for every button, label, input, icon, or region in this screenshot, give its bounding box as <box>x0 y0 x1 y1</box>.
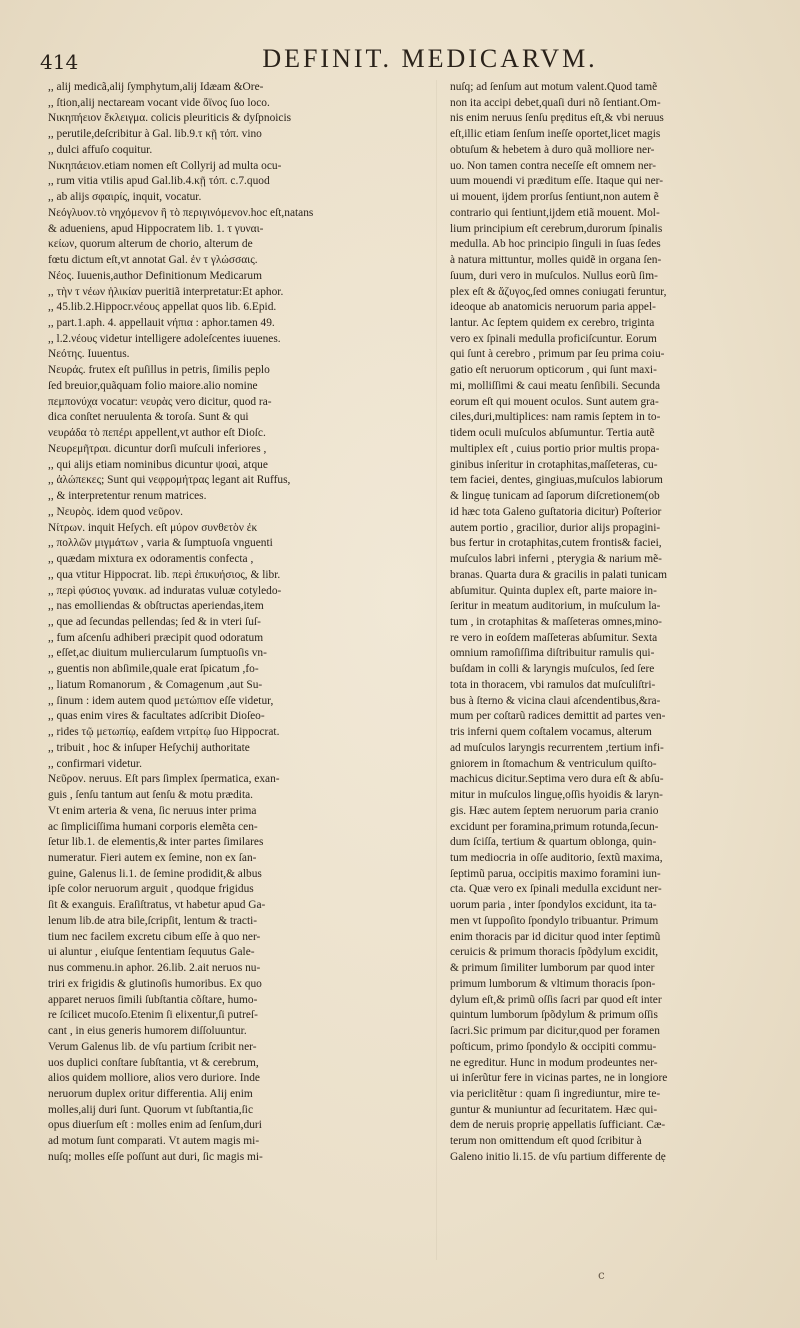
text-line: nus commenu.in aphor. 26.lib. 2.ait neruos nu- <box>48 962 261 975</box>
text-line: nis enim neruus ſenſu prẹditus eſt,& vbi neruus <box>450 112 664 125</box>
text-line: ne egreditur. Hunc in modum prodeuntes ner- <box>450 1056 658 1069</box>
text-line: à natura mittuntur, molles quidẽ in organa ſen- <box>450 254 662 267</box>
text-line: nuſq; ad ſenſum aut motum valent.Quod tamẽ <box>450 81 658 93</box>
text-line: mitur in muſculos linguẹ,oſſis hyoidis & laryn- <box>450 789 663 802</box>
text-line: branas. Quarta dura & gracilis in palati tunicam <box>450 568 667 581</box>
text-line: vero ex ſpinali medulla proficiſcuntur. Eorum <box>450 332 657 345</box>
signature-mark: c <box>598 1268 605 1282</box>
text-line: ,, que ad ſecundas pellendas; ſed & in vteri ſuſ- <box>48 615 261 628</box>
text-line: ginibus inſeritur in crotaphitas,maſſeteras, cu- <box>450 458 658 471</box>
text-line: lium principium eſt cerebrum,durorum ſpinalis <box>450 222 663 235</box>
text-line: & linguẹ tunicam ad ſaporum diſcretionem(ob <box>450 490 660 503</box>
text-line: Νευρεμῆτραι. dicuntur dorſi muſculi inferiores , <box>48 442 267 455</box>
text-line: autem portio , gracilior, durior alijs propagini- <box>450 521 661 534</box>
text-line: mi, molliſſimi & caui meatu ſenſibili. Secunda <box>450 379 661 392</box>
text-line: via periclitẽtur : quam ſi ingrediuntur, mire te- <box>450 1088 661 1100</box>
text-line: bus à ſterno & vicina claui aſcendentibus,&ra- <box>450 694 661 707</box>
text-line: ,, alij medicã,alij ſymphytum,alij Idæam &Ore- <box>48 81 264 93</box>
text-line: id hæc tota Galeno guſtatoria dicitur) Poſterior <box>450 505 662 518</box>
text-line: contrario qui ſentiunt,ijdem etiã mouent. Mol- <box>450 206 660 219</box>
text-line: dem de neruis propriẹ appellatis ſufficiant. Cæ- <box>450 1119 666 1132</box>
text-line: gis. Hæc autem ſeptem neruorum paria cranio <box>450 804 659 817</box>
text-line: ad muſculos laryngis recurrentem ,tertium infi- <box>450 741 664 754</box>
text-line: ,, ſtion,alij nectaream vocant vide ὄϊνος ſuo loco. <box>48 96 270 109</box>
text-line: ,, qui alijs etiam nominibus dicuntur ψοαὶ, atque <box>48 458 268 471</box>
text-line: ſit & exanguis. Eraſiſtratus, vt habetur apud Ga- <box>48 899 266 912</box>
text-line: ,, Νευρὸς. idem quod νεῦρον. <box>48 505 183 518</box>
text-line: dum ſciſſa, tertium & quartum oblonga, quin- <box>450 836 657 849</box>
text-line: primum lumborum & vltimum thoracis ſpon- <box>450 977 656 990</box>
text-line: tum , in crotaphitas & maſſeteras omnes,mino- <box>450 615 662 628</box>
text-line: uum mouendi vi præditum eſſe. Itaque qui ner- <box>450 175 663 188</box>
text-line: cta. Quæ vero ex ſpinali medulla excidunt ner- <box>450 883 662 896</box>
text-line: dica conſtet neruulenta & toroſa. Sunt & qui <box>48 411 249 424</box>
text-line: buſdam in colli & laryngis muſculos, ſed ſere <box>450 663 655 676</box>
text-line: Νίτρων. inquit Heſych. eſt μύρον συνθετὸν ἐκ <box>48 521 258 534</box>
text-line: uos duplici conſtare ſubſtantia, vt & cerebrum, <box>48 1056 259 1069</box>
text-line: terum non omittendum eſt quod ſcribitur à <box>450 1135 642 1148</box>
text-line: ,, ſinum : idem autem quod μετώπιον eſſe videtur, <box>48 694 274 707</box>
text-line: Galeno initio li.15. de vſu partium differente dẹ <box>450 1150 666 1163</box>
text-line: ſacri.Sic primum par dicitur,quod per foramen <box>450 1025 660 1038</box>
text-line: bus fertur in crotaphitas,cutem frontis& faciei, <box>450 537 662 550</box>
text-line: gniorem in ſtomachum & ventriculum quiſto- <box>450 757 657 770</box>
text-line: ,, ab alijs σφαιρίς, inquit, vocatur. <box>48 191 202 204</box>
text-line: uorum paria , inter ſpondylos excidunt, ita ta- <box>450 899 657 912</box>
text-line: ,, rides τῷ μετωπίῳ, eaſdem νιτρίτῳ ſuo Hippocrat. <box>48 726 280 739</box>
text-line: opus diuerſum eſt : molles enim ad ſenſum,duri <box>48 1119 262 1132</box>
text-line: ſeptimũ parua, occipitis maximo foramini iun- <box>450 867 661 880</box>
text-line: ideoque ab anatomicis neruorum paria appel- <box>450 301 656 314</box>
text-line: ,, perutile,deſcribitur à Gal. lib.9.τ κῇ τόπ. vino <box>48 128 262 141</box>
text-line: ſetur lib.1. de elementis,& inter partes ſimilares <box>48 836 264 849</box>
text-line: re ſcilicet mucoſo.Etenim ſi elixentur,ſi putreſ- <box>48 1009 258 1022</box>
text-line: gatio eſt neruorum opticorum , qui ſunt maxi- <box>450 364 657 377</box>
text-line: ſed breuior,quãquam folio maiore.alio nomine <box>48 379 258 392</box>
text-line: πεμπονύχα vocatur: νευρὰς vero dicitur, quod ra- <box>48 395 272 408</box>
text-line: & primum ſimiliter lumborum par quod inter <box>450 962 655 975</box>
text-line: medulla. Ab hoc principio ſinguli in ſuas ſedes <box>450 238 661 251</box>
text-line: ,, rum vitia vtilis apud Gal.lib.4.κῇ τόπ. c.7.quod <box>48 175 270 188</box>
text-line: mum per coſtarũ radices demittit ad partes ven- <box>450 710 666 723</box>
text-line: ſuum, duri vero in muſculos. Nullus eorũ ſim- <box>450 269 658 282</box>
text-line: muſculos labri inferni , pterygia & narium mẽ- <box>450 553 662 566</box>
text-line: ,, guentis non abſimile,quale erat ſpicatum ,fo- <box>48 663 259 676</box>
text-line: omnium ramoſiſſima diſtribuitur ramulis qui- <box>450 647 655 660</box>
text-line: tota in thoracem, vbi ramulos dat muſculiſtri- <box>450 678 656 691</box>
text-line: ,, eſſet,ac diuitum muliercularum ſumptuoſis vn- <box>48 647 267 660</box>
text-line: ad motum ſunt comparati. Vt autem magis mi- <box>48 1135 260 1148</box>
text-line: ,, τὴν τ νέων ἡλικίαν pueritiã interpretatur:Et aphor. <box>48 285 284 298</box>
text-line: fœtu dictum eſt,vt annotat Gal. ἐν τ γλώσσαις. <box>48 254 258 267</box>
text-line: lenum lib.de atra bile,ſcripſit, lentum & tracti- <box>48 914 258 927</box>
text-line: ,, part.1.aph. 4. appellauit νήπια : aphor.tamen 49. <box>48 317 275 330</box>
text-line: non ita accipi debet,quaſi duri nõ ſentiant.Om- <box>450 96 661 109</box>
text-line: tum mediocria in oſſe auditorio, ſextũ maxima, <box>450 851 663 864</box>
text-line: eſt,illic etiam ſenſum ineſſe oportet,licet magis <box>450 128 661 141</box>
page-header <box>0 44 800 78</box>
text-line: ,, qua vtitur Hippocrat. lib. περὶ ἐπικυήσιος, & libr. <box>48 568 281 581</box>
text-line: guntur & muniuntur ad ſecuritatem. Hæc qui- <box>450 1103 658 1116</box>
text-line: poſticum, primo ſpondylo & occipiti commu- <box>450 1040 657 1053</box>
text-line: apparet neruos ſimili ſubſtantia cõſtare, humo- <box>48 993 258 1006</box>
text-line: ,, quas enim vires & facultates adſcribit Dioſeo- <box>48 710 265 723</box>
text-line: machicus dicitur.Septima vero dura eſt & abſu- <box>450 773 664 786</box>
text-line: dylum eſt,& primũ oſſis ſacri par quod eſt inter <box>450 993 662 1006</box>
running-title: DEFINIT. MEDICARVM. <box>262 44 598 73</box>
text-line: guis , ſenſu tantum aut ſenſu & motu prædita. <box>48 789 254 802</box>
text-line: ui inſerũtur fere in vicinas partes, ne in longiore <box>450 1072 668 1085</box>
text-line: Νεότης. Iuuentus. <box>48 348 130 361</box>
text-line: ,, & interpretentur renum matrices. <box>48 490 207 503</box>
text-line: ,, quædam mixtura ex odoramentis confecta , <box>48 553 254 566</box>
text-line: κείων, quorum alterum de chorio, alterum de <box>48 238 253 251</box>
text-line: ,, nas emolliendas & obſtructas aperiendas,item <box>48 600 264 613</box>
text-line: ſeritur in meatum auditorium, in muſculum la- <box>450 600 661 613</box>
page-number: 414 <box>40 50 79 74</box>
left-text-column <box>48 80 428 1166</box>
text-line: guine, Galenus li.1. de ſemine prodidit,& albus <box>48 867 262 880</box>
text-line: multiplex eſt , cuius portio prior multis propa- <box>450 442 660 455</box>
text-line: triri ex frigidis & glutinoſis humoribus. Ex quo <box>48 977 262 990</box>
text-line: ui aluntur , eiuſque ſententiam ſequutus Gale- <box>48 946 255 959</box>
text-line: ,, liatum Romanorum , & Comagenum ,aut Su- <box>48 678 263 691</box>
text-line: quintum lumborum ſpõdylum & primum oſſis <box>450 1009 658 1022</box>
text-line: alios quidem molliore, alios vero duriore. Inde <box>48 1072 260 1085</box>
text-line: & adueniens, apud Hippocratem lib. 1. τ γυναι- <box>48 222 264 235</box>
text-line: excidunt per foramina,primum rotunda,ſecun- <box>450 820 659 833</box>
text-line: obtuſum & hebetem à duro quã molliore ner- <box>450 143 655 156</box>
text-line: ceruicis & primum thoracis ſpõdylum excidit, <box>450 946 659 959</box>
right-text-column <box>450 80 778 1166</box>
text-line: tidem oculi muſculos abſumuntur. Tertia autẽ <box>450 427 655 440</box>
text-line: eorum eſt qui mouent oculos. Sunt autem gra- <box>450 395 659 408</box>
text-line: ,, περὶ φύσιος γυναικ. ad induratas vuluæ cotyledo- <box>48 584 282 597</box>
column-gutter <box>436 80 437 1260</box>
text-line: numeratur. Fieri autem ex ſemine, non ex ſan- <box>48 851 257 864</box>
text-line: re vero in eoſdem maſſeteras abſumitur. Sexta <box>450 631 658 644</box>
text-line: neruorum duplex oritur differentia. Alij enim <box>48 1088 253 1100</box>
text-line: ciles,duri,multiplices: nam ramis ſeptem in to- <box>450 411 661 424</box>
text-line: Νέος. Iuuenis,author Definitionum Medicarum <box>48 269 262 282</box>
text-line: nuſq; molles eſſe poſſunt aut duri, ſic magis mi- <box>48 1150 263 1163</box>
text-line: cant , in eius generis humorem diſſoluuntur. <box>48 1025 247 1038</box>
text-line: tem faciei, dentes, gingiuas,muſculos labiorum <box>450 474 663 487</box>
text-line: ,, 45.lib.2.Hippocr.νέους appellat quos lib. 6.Epid. <box>48 301 277 314</box>
text-line: Verum Galenus lib. de vſu partium ſcribit ner- <box>48 1040 257 1053</box>
text-line: tris inferni quem coſtalem vocamus, alterum <box>450 726 652 739</box>
text-line: ,, confirmari videtur. <box>48 757 142 770</box>
text-line: ,, fum aſcenſu adhiberi præcipit quod odoratum <box>48 631 264 644</box>
text-line: ,, l.2.νέους videtur intelligere adoleſcentes iuuenes. <box>48 332 281 345</box>
text-line: abſumitur. Quinta duplex eſt, parte maiore in- <box>450 584 657 597</box>
text-line: Νεῦρον. neruus. Eſt pars ſimplex ſpermatica, exan- <box>48 773 280 786</box>
text-line: uo. Non tamen contra neceſſe eſt omnem ner- <box>450 159 656 172</box>
text-line: plex eſt & ἄζυγος,ſed omnes coniugati feruntur, <box>450 285 667 298</box>
text-line: ipſe color neruorum arguit , quodque frigidus <box>48 883 254 896</box>
text-line: ui mouent, ijdem prorſus ſentiunt,non autem ẽ <box>450 191 659 204</box>
text-line: Νικηπήειον ἔκλειγμα. colicis pleuriticis & dyſpnoicis <box>48 112 292 125</box>
text-line: ,, dulci affuſo coquitur. <box>48 143 153 156</box>
text-line: Νευράς. frutex eſt puſillus in petris, ſimilis peplo <box>48 364 270 377</box>
text-line: ,, tribuit , hoc & inſuper Heſychij authoritate <box>48 741 250 754</box>
text-line: molles,alij duri ſunt. Quorum vt ſubſtantia,ſic <box>48 1103 254 1116</box>
text-line: Νεόγλυον.τὸ νηχόμενον ἢ τὸ περιγινόμενον.hoc eſt,natans <box>48 206 314 219</box>
text-line: Vt enim arteria & vena, ſic neruus inter prima <box>48 804 257 817</box>
text-line: lantur. Ac ſeptem quidem ex cerebro, triginta <box>450 317 655 330</box>
text-line: qui ſunt à cerebro , primum par ſeu prima coiu- <box>450 348 665 361</box>
text-line: ,, πολλῶν μιγμάτων , varia & ſumptuoſa vnguenti <box>48 537 273 550</box>
text-line: Νικηπάειον.etiam nomen eſt Collyrij ad multa ocu- <box>48 159 282 172</box>
text-line: ,, ἀλώπεκες; Sunt qui νεφρομήτρας legant ait Ruffus, <box>48 474 291 487</box>
text-line: enim thoracis par id dicitur quod inter ſeptimũ <box>450 930 661 943</box>
text-line: νευράδα τὸ πεπέρι appellent,vt author eſt Dioſc. <box>48 427 266 440</box>
text-line: ac ſimpliciſſima humani corporis elemẽta cen- <box>48 820 258 833</box>
text-line: men vt ſuppoſito ſpondylo tribuantur. Primum <box>450 914 659 927</box>
text-line: tium nec facilem excretu cibum eſſe à quo ner- <box>48 930 261 943</box>
